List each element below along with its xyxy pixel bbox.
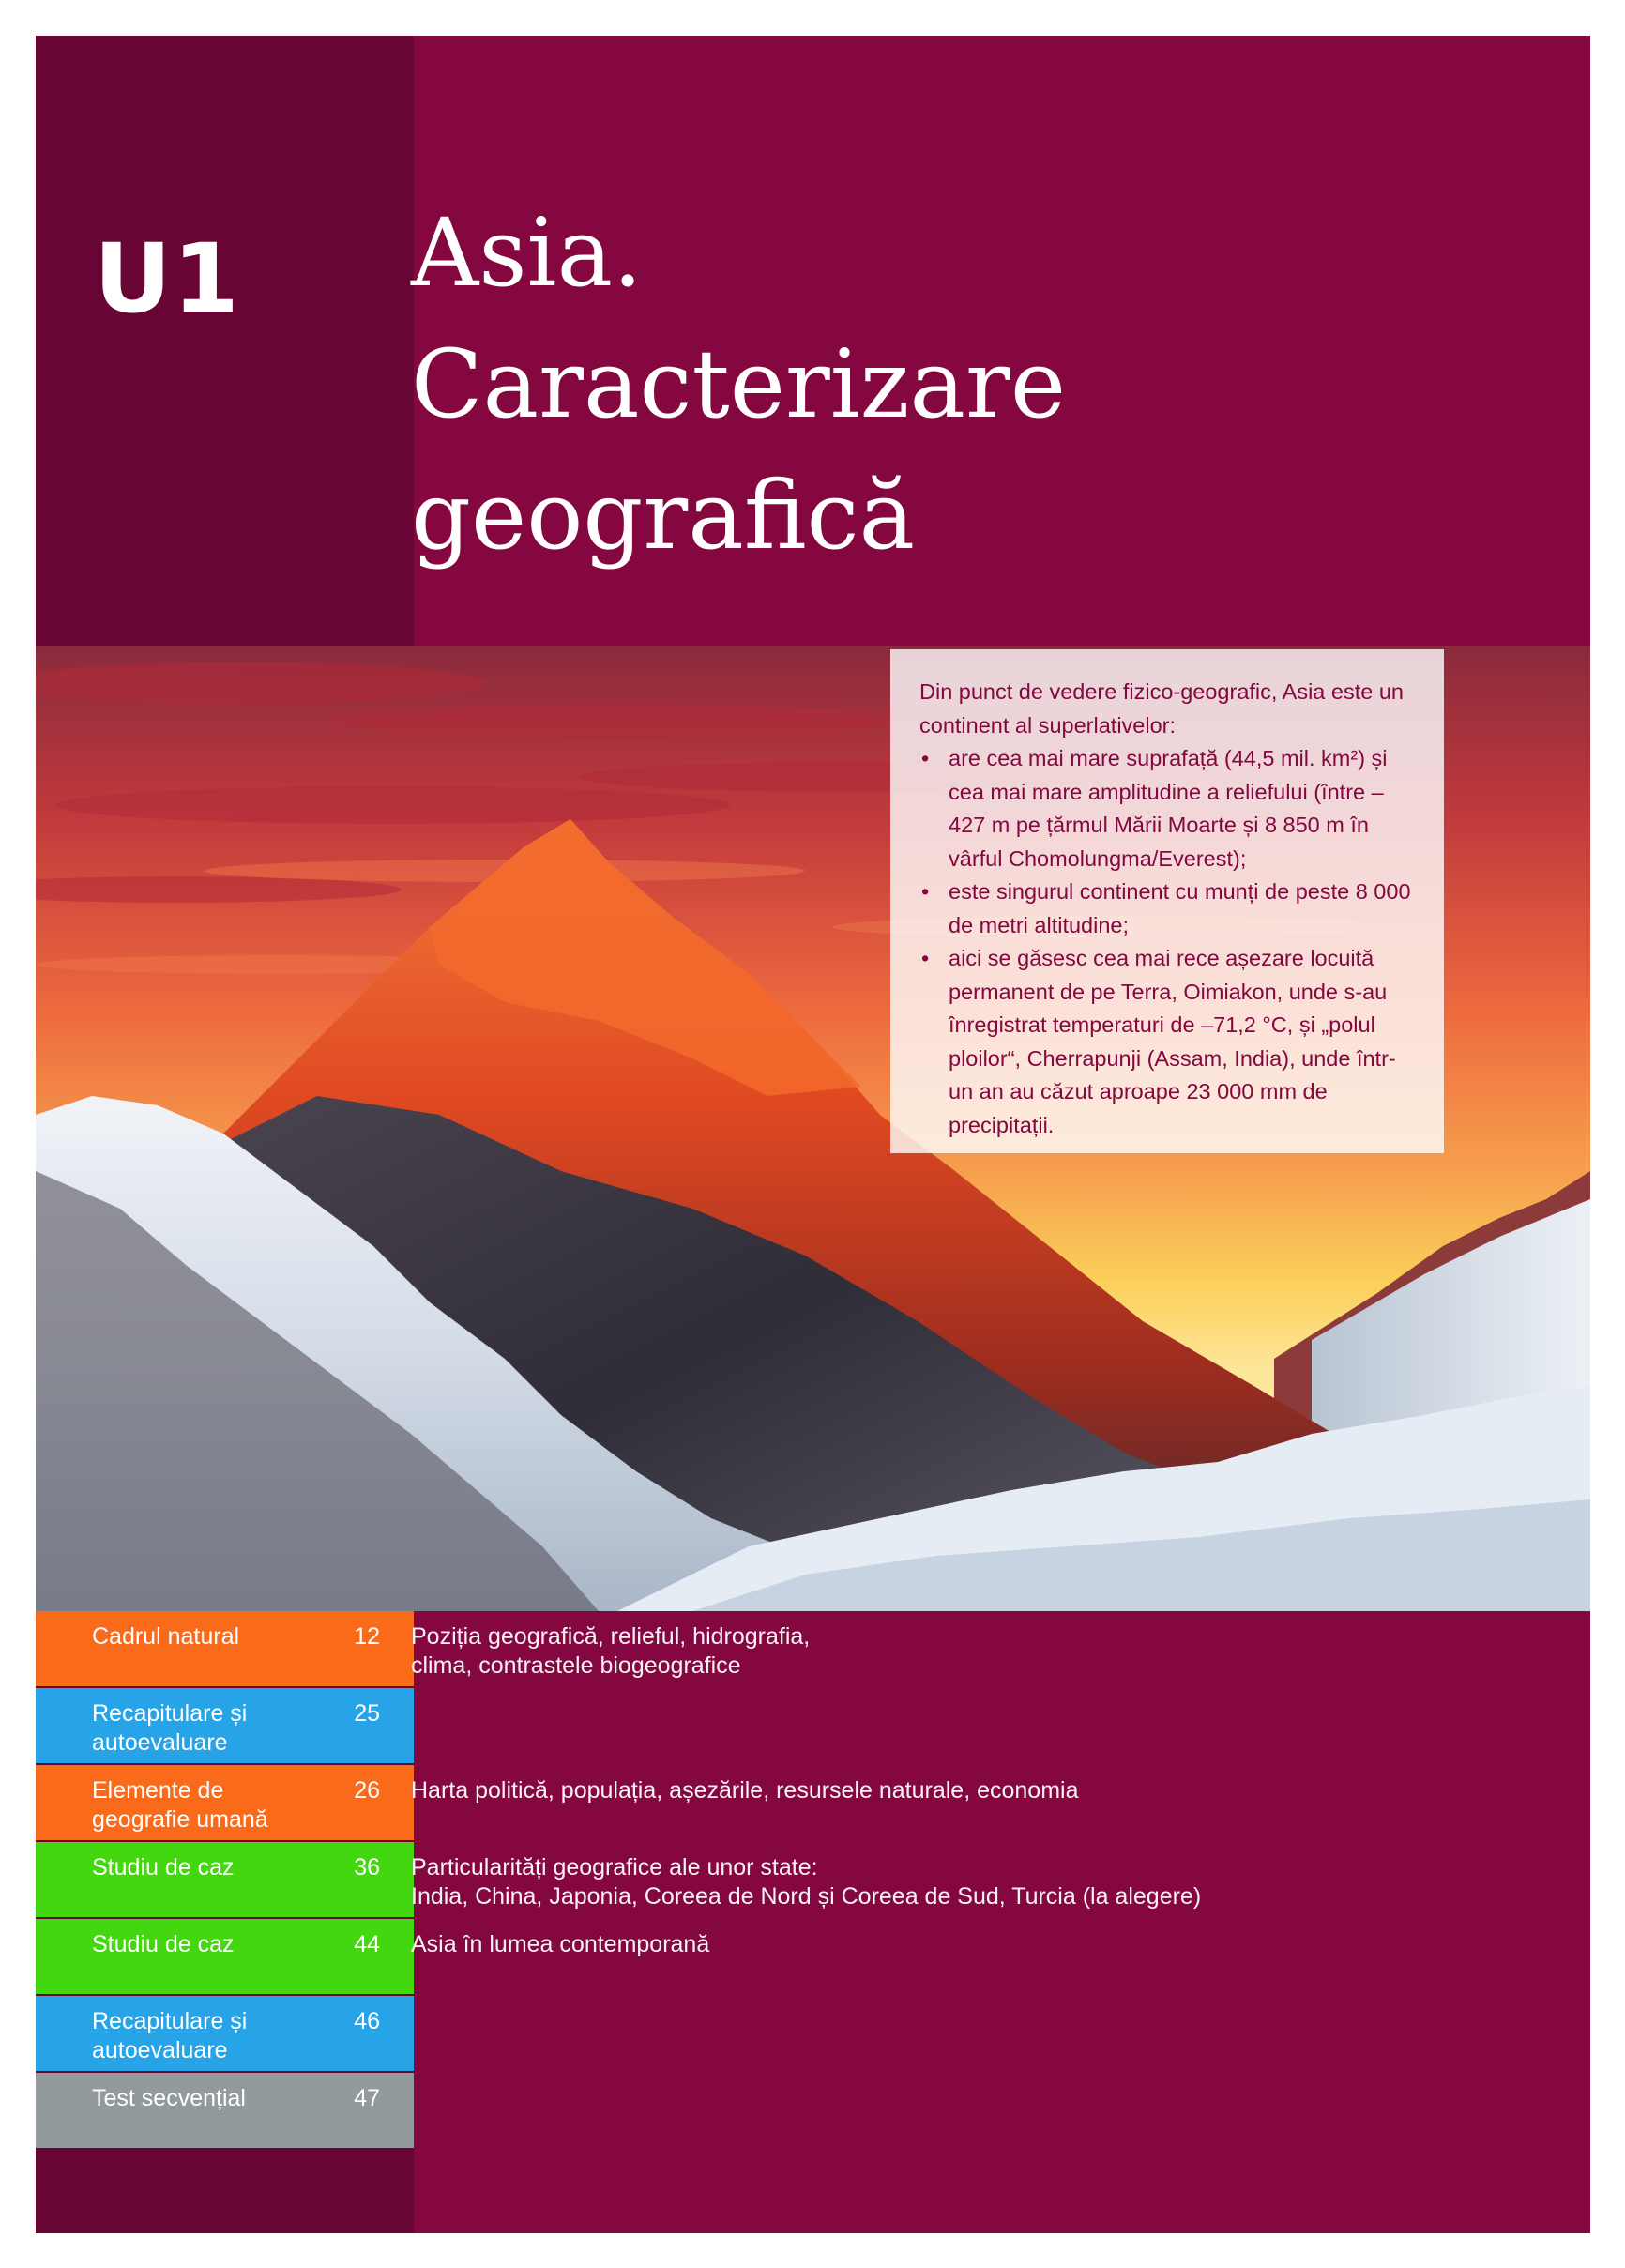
unit-title-line: geografică [411,461,916,571]
section-item-studiu-de-caz[interactable] [36,1919,414,1994]
info-bullet: • are cea mai mare suprafață (44,5 mil. km²) și cea mai mare amplitudine a reliefului (între –427 m pe țărmul Mării Moarte și 8 850 m în vârful Chomolungma/Everest); [919,742,1416,875]
description-line: Poziția geografică, relieful, hidrografia, [411,1623,811,1650]
section-label: Elemente de geografie umană [92,1777,268,1833]
section-page-number: 25 [354,1700,380,1727]
section-item-recapitulare[interactable] [36,1688,414,1763]
section-label: Recapitulare și autoevaluare [92,1700,248,1756]
section-description [411,1930,709,1959]
section-page-number: 44 [354,1931,380,1957]
section-page-number: 47 [354,2085,380,2111]
section-page-number: 26 [354,1777,380,1804]
section-label: Studiu de caz [92,1854,235,1880]
description-line: clima, contrastele biogeografice [411,1652,741,1679]
section-label: Recapitulare și autoevaluare [92,2008,248,2063]
section-item-test-secvential[interactable] [36,2073,414,2148]
info-bullets [919,742,1416,1142]
info-intro: Din punct de vedere fizico-geografic, Asia este un continent al superlativelor: [919,679,1404,738]
section-description [411,1776,1079,1805]
section-item-geografie-umana[interactable] [36,1765,414,1840]
unit-title-line: Caracterizare [411,329,1066,439]
description-line: India, China, Japonia, Coreea de Nord și Coreea de Sud, Turcia (la alegere) [411,1883,1202,1910]
description-line: Harta politică, populația, așezările, resursele naturale, economia [411,1777,1079,1804]
section-label: Studiu de caz [92,1931,235,1957]
description-line: Asia în lumea contemporană [411,1931,710,1957]
section-page-number: 12 [354,1623,380,1650]
unit-title-line: Asia. [411,198,643,308]
info-bullet: • este singurul continent cu munți de peste 8 000 de metri altitudine; [919,875,1416,942]
section-item-cadrul-natural[interactable] [36,1611,414,1686]
section-description [411,1853,1201,1911]
section-page-number: 46 [354,2008,380,2034]
description-line: Particularități geografice ale unor state: [411,1854,818,1880]
section-label: Cadrul natural [92,1623,240,1650]
section-page-number: 36 [354,1854,380,1880]
unit-title [411,188,1066,582]
unit-code: U1 [94,223,240,335]
section-item-studiu-de-caz[interactable] [36,1842,414,1917]
info-bullet: • aici se găsesc cea mai rece așezare locuită permanent de pe Terra, Oimiakon, unde s-au înregistrat temperaturi de –71,2 °C, și „polul ploilor“, Cherrapunji (Assam, India), unde într-un an au căzut aproape 23 000 mm de precipitații. [919,942,1416,1142]
unit-badge-panel [36,36,414,646]
info-box [890,649,1444,1153]
section-item-recapitulare[interactable] [36,1996,414,2071]
section-description [411,1622,810,1681]
section-label: Test secvențial [92,2085,246,2111]
